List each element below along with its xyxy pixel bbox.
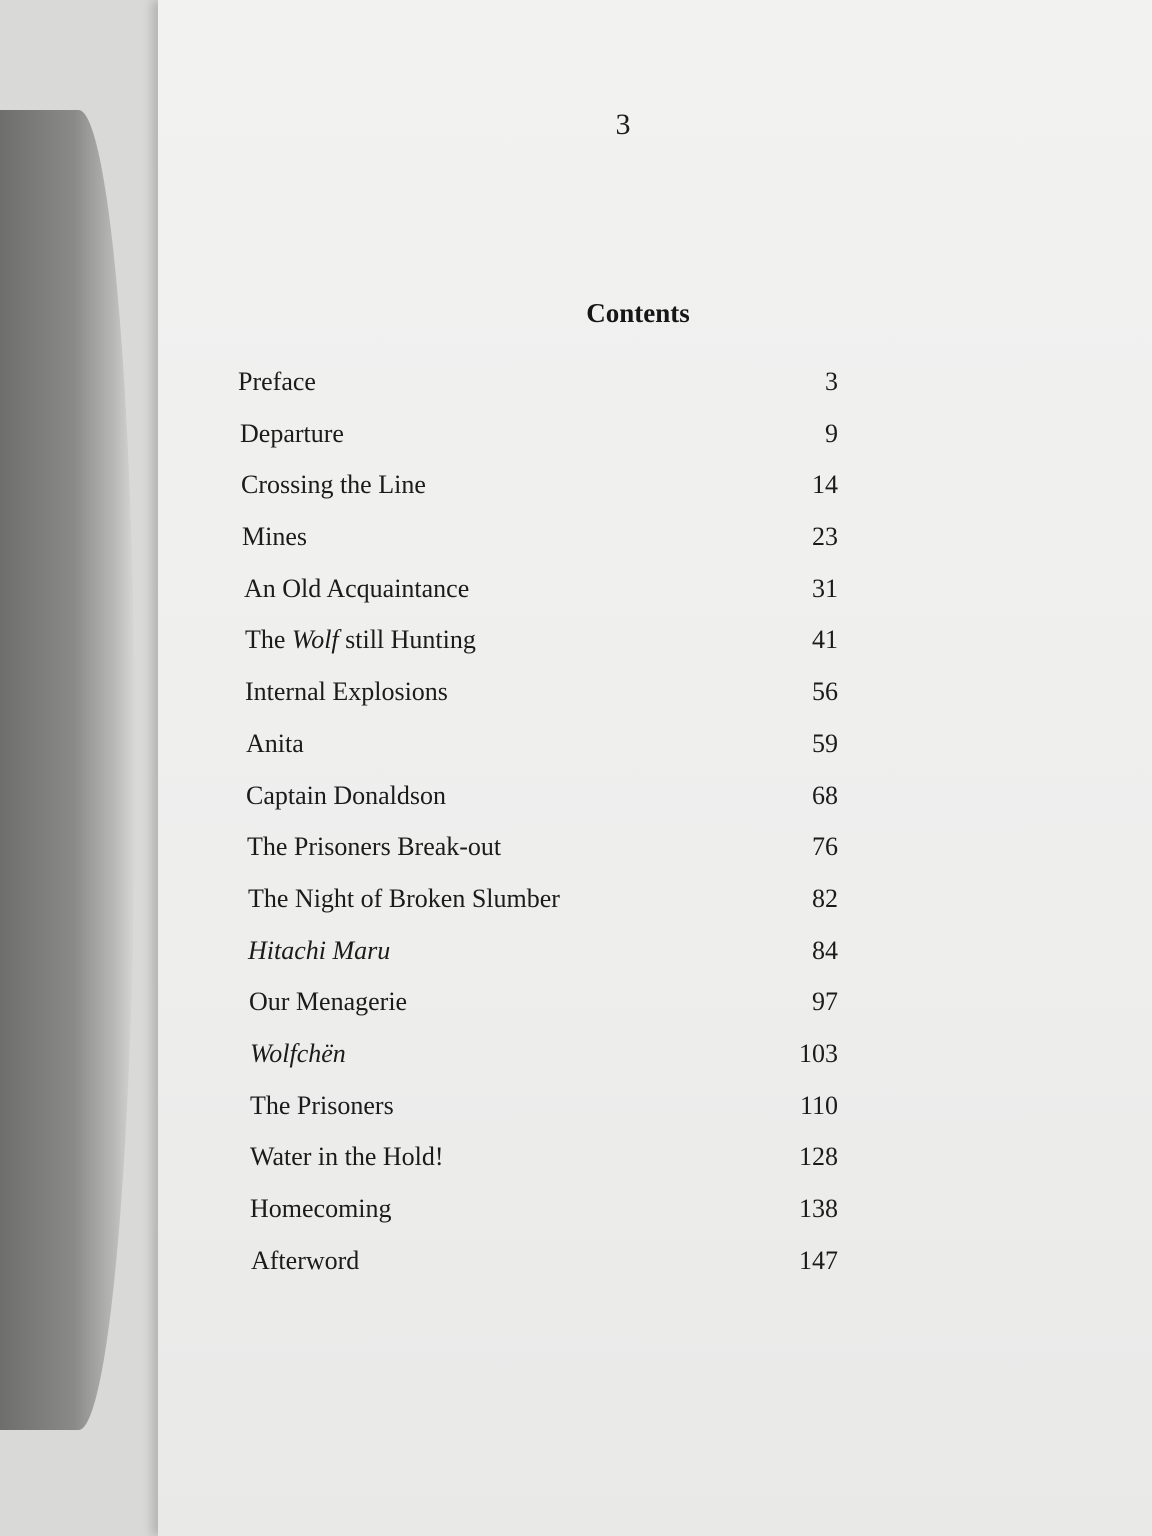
toc-entry-page: 103 (799, 1038, 838, 1068)
toc-entry-page: 84 (812, 935, 838, 965)
toc-entry-page: 128 (799, 1142, 838, 1172)
toc-entry-title: Afterword (251, 1245, 360, 1275)
toc-entry (238, 987, 838, 1039)
toc-entry-page: 31 (812, 573, 838, 603)
toc-entry-title: Our Menagerie (249, 987, 408, 1017)
toc-entry-page: 68 (812, 780, 838, 810)
toc-entry-title: Hitachi Maru (248, 935, 391, 965)
toc-entry (238, 419, 838, 471)
toc-entry-page: 41 (812, 625, 838, 655)
toc-entry (238, 625, 838, 677)
toc-entry-title: The Wolf still Hunting (245, 625, 476, 655)
adjacent-page-edge (0, 110, 135, 1430)
ship-name: Wolf (291, 625, 339, 655)
toc-entry-title: Internal Explosions (245, 677, 448, 707)
toc-entry-page: 14 (812, 470, 838, 500)
toc-entry-title: Departure (240, 418, 344, 448)
toc-entry-page: 147 (799, 1245, 838, 1275)
toc-entry-title: Crossing the Line (241, 470, 426, 500)
toc-entry (238, 781, 838, 833)
toc-entry-title: Mines (242, 522, 307, 552)
toc-entry-title: The Night of Broken Slumber (248, 883, 560, 913)
toc-entry-title: Captain Donaldson (246, 780, 447, 810)
toc-entry (238, 1091, 838, 1143)
toc-entry (238, 1194, 838, 1246)
toc-entry-title: Preface (238, 367, 316, 396)
toc-entry-title: Water in the Hold! (250, 1142, 444, 1172)
toc-entry (238, 677, 838, 729)
contents-heading: Contents (586, 298, 690, 328)
toc-entry-page: 97 (812, 987, 838, 1017)
toc-entry-title: The Prisoners Break-out (247, 832, 502, 862)
toc-entry (238, 884, 838, 936)
toc-entry-page: 9 (825, 418, 838, 448)
toc-entry (238, 522, 838, 574)
toc-entry-page: 82 (812, 883, 838, 913)
toc-entry-page: 23 (812, 522, 838, 552)
toc-entry-page: 76 (812, 832, 838, 862)
toc-entry-page: 3 (825, 367, 838, 396)
toc-entry (238, 574, 838, 626)
page-number: 3 (615, 108, 631, 141)
toc-entry-title: The Prisoners (250, 1090, 394, 1120)
toc-entry-page: 59 (812, 728, 838, 758)
toc-entry-title: Wolfchën (250, 1038, 346, 1068)
toc-entry-page: 138 (799, 1194, 838, 1223)
toc-entry (238, 1142, 838, 1194)
toc-entry-page: 56 (812, 677, 838, 707)
toc-entry-title: Anita (246, 728, 304, 758)
book-page (158, 0, 1152, 1536)
toc-entry (238, 832, 838, 884)
toc-entry-page: 110 (799, 1090, 838, 1120)
toc-entry (238, 936, 838, 988)
toc-entry-title: An Old Acquaintance (244, 573, 470, 603)
toc-entry-title: Homecoming (250, 1194, 392, 1223)
toc-entry (238, 1039, 838, 1091)
toc-entry (238, 470, 838, 522)
toc-entry (238, 1246, 838, 1298)
toc-entry (238, 729, 838, 781)
table-of-contents (238, 367, 838, 1297)
toc-entry (238, 367, 838, 419)
